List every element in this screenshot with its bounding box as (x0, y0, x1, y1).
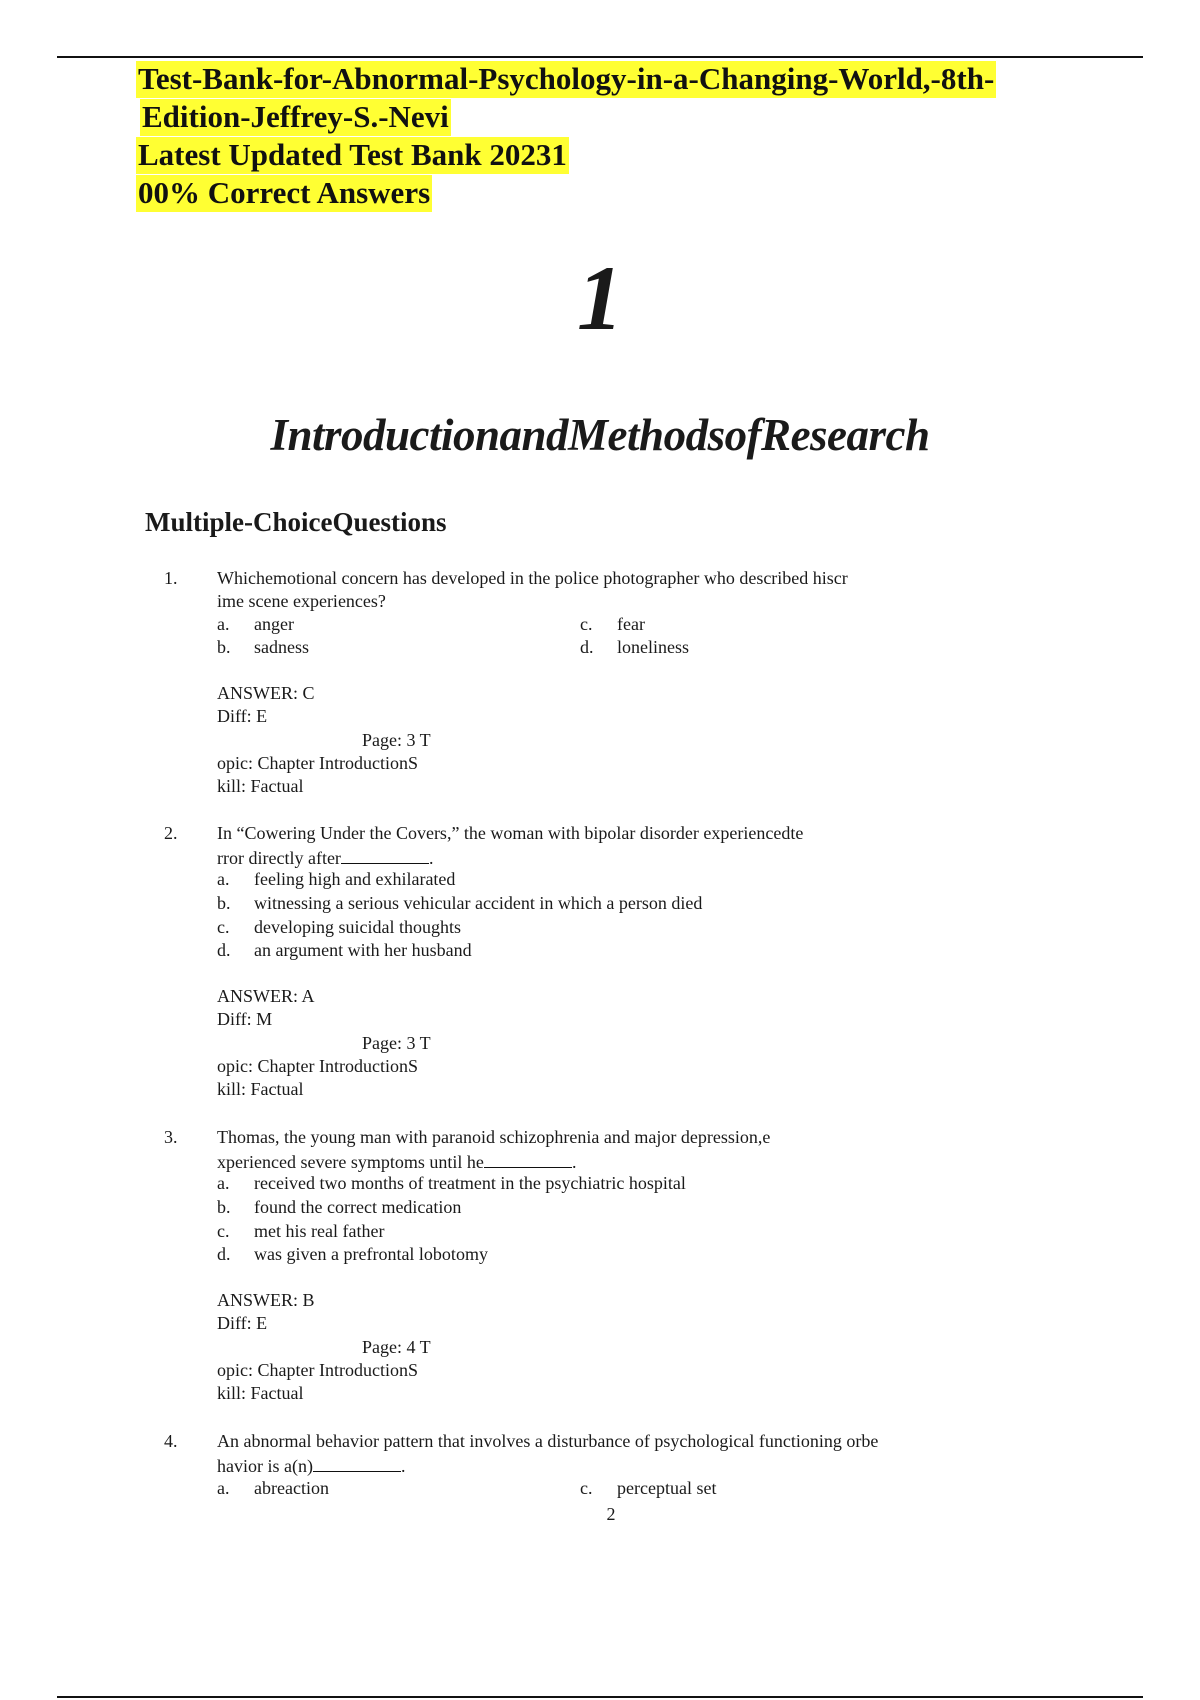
option-letter: b. (217, 637, 231, 657)
option-text: found the correct medication (254, 1197, 462, 1217)
question-number: 2. (164, 823, 178, 843)
question-text (217, 822, 937, 870)
question-text-line: ime scene experiences? (217, 591, 386, 611)
option-text: anger (254, 614, 294, 634)
question-text-line: An abnormal behavior pattern that involves a disturbance of psychological functioning orbe (217, 1431, 879, 1451)
question-text-line: Thomas, the young man with paranoid schizophrenia and major depression,e (217, 1127, 771, 1147)
question-text (217, 567, 937, 613)
option-a (217, 868, 455, 891)
skill-line: kill: Factual (217, 776, 304, 796)
page-ref-line: Page: 3 T (362, 1033, 431, 1053)
option-c (217, 916, 461, 939)
option-text: perceptual set (617, 1478, 717, 1498)
question-number: 1. (164, 568, 178, 588)
header-line-text: Latest Updated Test Bank 20231 (138, 137, 567, 172)
question-text-line-part: havior is a(n) (217, 1456, 313, 1476)
difficulty-line: Diff: E (217, 1313, 268, 1333)
answer-blank (341, 845, 429, 864)
option-letter: c. (580, 614, 593, 634)
option-text: an argument with her husband (254, 940, 472, 960)
option-text: abreaction (254, 1478, 329, 1498)
answer-blank (484, 1149, 572, 1168)
header-line (136, 60, 996, 98)
option-letter: a. (217, 1173, 230, 1193)
option-text: met his real father (254, 1221, 385, 1241)
question-text-line-part: rror directly after (217, 848, 341, 868)
question-number: 4. (164, 1431, 178, 1451)
page-ref-line: Page: 4 T (362, 1337, 431, 1357)
option-letter: c. (217, 1221, 230, 1241)
skill-line: kill: Factual (217, 1079, 304, 1099)
header-line-text: 00% Correct Answers (138, 175, 431, 210)
page-number: 2 (606, 1504, 616, 1524)
header-line (136, 174, 996, 212)
topic-line: opic: Chapter IntroductionS (217, 753, 418, 773)
option-b (217, 636, 309, 659)
option-a (217, 1172, 686, 1195)
option-text: sadness (254, 637, 309, 657)
question-text (217, 1126, 937, 1174)
question-number: 3. (164, 1127, 178, 1147)
option-text: witnessing a serious vehicular accident in which a person died (254, 893, 703, 913)
top-rule (57, 56, 1143, 58)
option-letter: a. (217, 869, 230, 889)
option-letter: d. (217, 940, 231, 960)
option-a (217, 1477, 329, 1500)
question-text (217, 1430, 937, 1478)
option-c (580, 1477, 716, 1500)
option-text: loneliness (617, 637, 689, 657)
topic-line: opic: Chapter IntroductionS (217, 1360, 418, 1380)
option-letter: c. (217, 917, 230, 937)
document-header (136, 60, 996, 212)
option-letter: d. (580, 637, 594, 657)
question-text-line: xperienced severe symptoms until he . (217, 1149, 937, 1174)
header-line (136, 136, 996, 174)
option-b (217, 1196, 461, 1219)
option-letter: d. (217, 1244, 231, 1264)
option-d (217, 939, 472, 962)
difficulty-line: Diff: E (217, 706, 268, 726)
header-line (136, 98, 996, 136)
option-text: fear (617, 614, 645, 634)
option-c (580, 613, 645, 636)
section-heading: Multiple-ChoiceQuestions (145, 507, 447, 537)
question-text-line: Whichemotional concern has developed in the police photographer who described hiscr (217, 568, 848, 588)
page-ref-line: Page: 3 T (362, 730, 431, 750)
option-letter: b. (217, 1197, 231, 1217)
question-text-line-part: xperienced severe symptoms until he (217, 1152, 484, 1172)
chapter-title: IntroductionandMethodsofResearch (270, 410, 930, 460)
option-letter: b. (217, 893, 231, 913)
option-b (217, 892, 702, 915)
option-text: received two months of treatment in the psychiatric hospital (254, 1173, 686, 1193)
answer-blank (313, 1453, 401, 1472)
option-a (217, 613, 294, 636)
skill-line: kill: Factual (217, 1383, 304, 1403)
option-text: was given a prefrontal lobotomy (254, 1244, 488, 1264)
answer-line: ANSWER: A (217, 986, 315, 1006)
option-c (217, 1220, 384, 1243)
header-line-text: Edition-Jeffrey-S.-Nevi (142, 99, 449, 134)
topic-line: opic: Chapter IntroductionS (217, 1056, 418, 1076)
option-d (580, 636, 689, 659)
question-text-line: rror directly after . (217, 845, 937, 870)
option-text: developing suicidal thoughts (254, 917, 461, 937)
option-letter: c. (580, 1478, 593, 1498)
option-letter: a. (217, 614, 230, 634)
chapter-number: 1 (577, 247, 623, 349)
difficulty-line: Diff: M (217, 1009, 273, 1029)
option-letter: a. (217, 1478, 230, 1498)
question-text-line: havior is a(n) . (217, 1453, 937, 1478)
header-line-text: Test-Bank-for-Abnormal-Psychology-in-a-Changing-World,-8th- (138, 61, 995, 96)
answer-line: ANSWER: C (217, 683, 315, 703)
option-text: feeling high and exhilarated (254, 869, 456, 889)
bottom-rule (57, 1696, 1143, 1698)
question-text-line: In “Cowering Under the Covers,” the woman with bipolar disorder experiencedte (217, 823, 804, 843)
answer-line: ANSWER: B (217, 1290, 315, 1310)
option-d (217, 1243, 488, 1266)
